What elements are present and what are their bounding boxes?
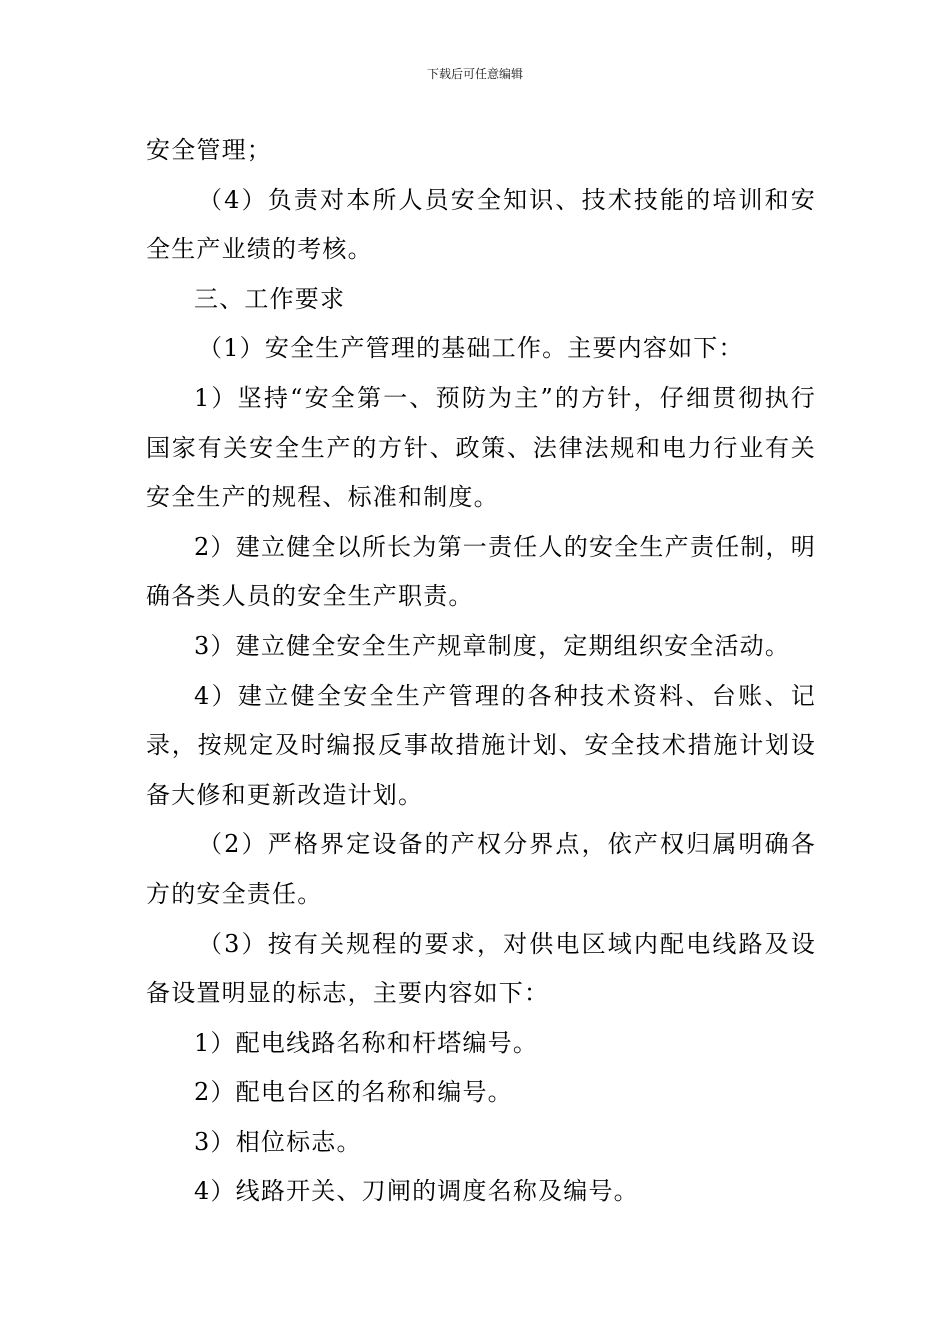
paragraph-subitem-2: 2）建立健全以所长为第一责任人的安全生产责任制，明确各类人员的安全生产职责。 — [146, 532, 816, 611]
paragraph-continuation: 安全管理； — [146, 136, 272, 164]
paragraph-sign-item-2: 2）配电台区的名称和编号。 — [194, 1078, 513, 1107]
paragraph-requirement-1: （1）安全生产管理的基础工作。主要内容如下： — [198, 334, 744, 363]
paragraph-subitem-3: 3）建立健全安全生产规章制度，定期组织安全活动。 — [194, 631, 791, 660]
document-body — [146, 126, 816, 1217]
paragraph-item-4: （4）负责对本所人员安全知识、技术技能的培训和安全生产业绩的考核。 — [146, 185, 816, 264]
paragraph-sign-item-4: 4）线路开关、刀闸的调度名称及编号。 — [194, 1177, 639, 1206]
paragraph-subitem-4: 4）建立健全安全生产管理的各种技术资料、台账、记录，按规定及时编报反事故措施计划、安全技术措施计划设备大修和更新改造计划。 — [146, 681, 816, 809]
paragraph-requirement-2: （2）严格界定设备的产权分界点，依产权归属明确各方的安全责任。 — [146, 830, 816, 908]
page-header: 下载后可任意编辑 — [426, 67, 523, 81]
paragraph-subitem-1: 1）坚持“安全第一、预防为主”的方针，仔细贯彻执行国家有关安全生产的方针、政策、法律法规和电力行业有关安全生产的规程、标准和制度。 — [146, 383, 816, 512]
paragraph-sign-item-3: 3）相位标志。 — [194, 1127, 362, 1156]
paragraph-sign-item-1: 1）配电线路名称和杆塔编号。 — [194, 1028, 539, 1057]
paragraph-requirement-3: （3）按有关规程的要求，对供电区域内配电线路及设备设置明显的标志，主要内容如下： — [146, 929, 816, 1008]
section-heading-work-requirements: 三、工作要求 — [194, 284, 346, 313]
